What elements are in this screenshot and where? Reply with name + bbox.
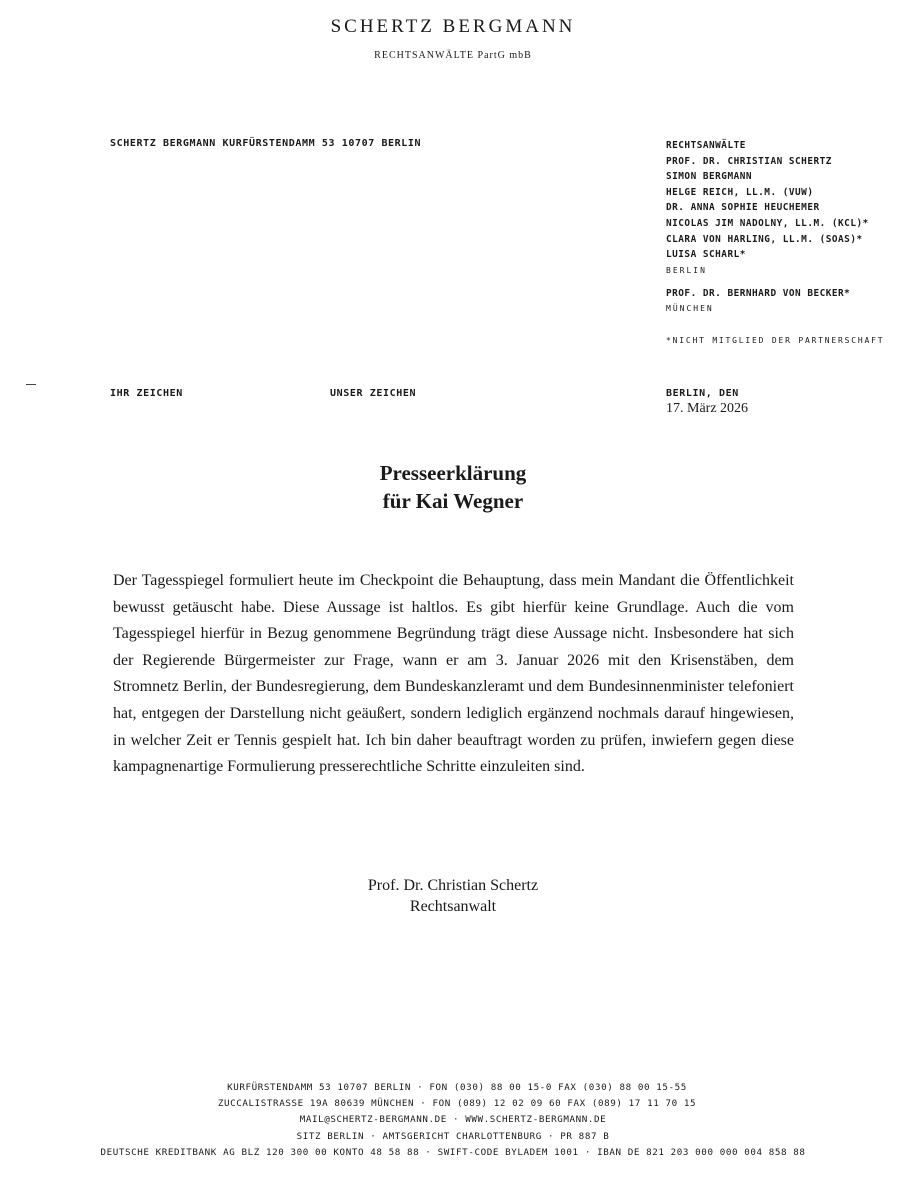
ihr-zeichen-label: IHR ZEICHEN: [110, 388, 183, 399]
signature-title: Rechtsanwalt: [409, 898, 497, 915]
footer-berlin-contact: KURFÜRSTENDAMM 53 10707 BERLIN · FON (030) 88 00 15-0 FAX (030) 88 00 15-55: [227, 1082, 687, 1093]
document-heading: [0, 459, 906, 515]
lawyers-header: RECHTSANWÄLTE: [666, 140, 746, 151]
lawyer-name: PROF. DR. CHRISTIAN SCHERTZ: [666, 155, 832, 167]
signature-name: Prof. Dr. Christian Schertz: [367, 877, 539, 894]
lawyer-name: LUISA SCHARL*: [666, 249, 746, 261]
date-label: BERLIN, DEN: [666, 388, 739, 399]
footer: [0, 1080, 906, 1161]
date-value: 17. März 2026: [666, 401, 749, 416]
footer-bank: DEUTSCHE KREDITBANK AG BLZ 120 300 00 KONTO 48 58 88 · SWIFT-CODE BYLADEM 1001 · IBAN DE 821 203 000 000 004 858 88: [100, 1146, 806, 1158]
partnership-footnote: *NICHT MITGLIED DER PARTNERSCHAFT: [666, 336, 885, 345]
lawyer-name: HELGE REICH, LL.M. (VUW): [666, 186, 814, 198]
heading-line-2: für Kai Wegner: [382, 489, 524, 513]
office-city-munich: MÜNCHEN: [666, 304, 714, 314]
body-paragraph: Der Tagesspiegel formuliert heute im Checkpoint die Behauptung, dass mein Mandant die Öffentlichkeit bewusst getäuscht habe. Diese Aussage ist haltlos. Es gibt hierfür keine Grundlage. Auch die vom Tagesspiegel hierfür in Bezug genommene Begründung trägt diese Aussage nicht. Insbesondere hat sich der Regierende Bürgermeister zur Frage, wann er am 3. Januar 2026 mit den Krisenstäben, dem Stromnetz Berlin, der Bundesregierung, dem Bundeskanzleramt und dem Bundesinnenminister telefoniert hat, entgegen der Darstellung nicht geäußert, sondern lediglich ergänzend nochmals darauf hingewiesen, in welcher Zeit er Tennis gespielt hat. Ich bin daher beauftragt worden zu prüfen, inwiefern gegen diese kampagnenartige Formulierung presserechtliche Schritte einzuleiten sind.: [113, 572, 794, 776]
lawyer-name: SIMON BERGMANN: [666, 171, 753, 183]
signature-block: [0, 875, 906, 917]
firm-name: SCHERTZ BERGMANN: [330, 16, 576, 37]
unser-zeichen-label: UNSER ZEICHEN: [330, 388, 417, 399]
footer-registry: SITZ BERLIN · AMTSGERICHT CHARLOTTENBURG · PR 887 B: [296, 1130, 610, 1142]
heading-line-1: Presseerklärung: [379, 461, 527, 485]
footer-munich-contact: ZUCCALISTRASSE 19A 80639 MÜNCHEN · FON (089) 12 02 09 60 FAX (089) 17 11 70 15: [217, 1098, 697, 1110]
fold-mark: [26, 384, 36, 385]
lawyer-name: DR. ANNA SOPHIE HEUCHEMER: [666, 202, 820, 214]
lawyer-name: CLARA VON HARLING, LL.M. (SOAS)*: [666, 233, 863, 245]
lawyer-name: PROF. DR. BERNHARD VON BECKER*: [666, 287, 851, 299]
firm-subtitle: RECHTSANWÄLTE PartG mbB: [374, 50, 532, 61]
office-city-berlin: BERLIN: [666, 265, 707, 275]
lawyer-name: NICOLAS JIM NADOLNY, LL.M. (KCL)*: [666, 217, 869, 229]
lawyer-list: [666, 138, 869, 318]
sender-address-line: SCHERTZ BERGMANN KURFÜRSTENDAMM 53 10707 BERLIN: [110, 138, 422, 149]
footer-web-contact: MAIL@SCHERTZ-BERGMANN.DE · WWW.SCHERTZ-BERGMANN.DE: [299, 1114, 607, 1126]
